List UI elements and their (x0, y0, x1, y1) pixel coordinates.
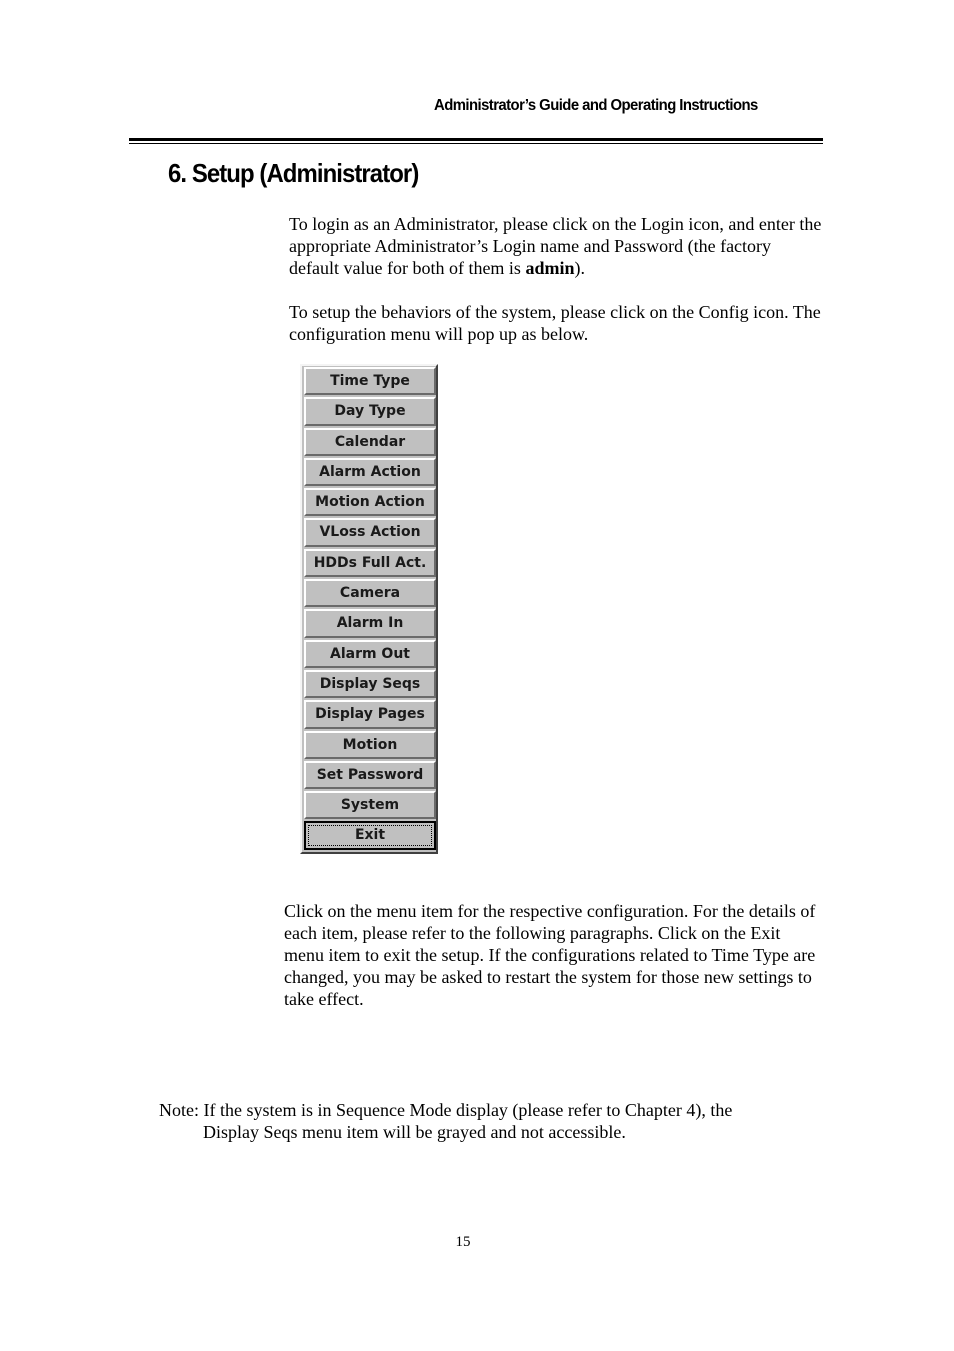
default-credential-value: admin (525, 258, 575, 278)
menu-item-system[interactable]: System (304, 791, 436, 819)
menu-item-exit[interactable]: Exit (304, 821, 436, 849)
menu-item-alarm-out[interactable]: Alarm Out (304, 640, 436, 668)
header-rule-thin (129, 143, 823, 144)
menu-item-motion[interactable]: Motion (304, 731, 436, 759)
login-paragraph (289, 213, 824, 279)
menu-item-calendar[interactable]: Calendar (304, 428, 436, 456)
menu-item-set-password[interactable]: Set Password (304, 761, 436, 789)
menu-item-alarm-action[interactable]: Alarm Action (304, 458, 436, 486)
header-rule-thick (129, 138, 823, 141)
menu-item-day-type[interactable]: Day Type (304, 397, 436, 425)
menu-item-display-seqs[interactable]: Display Seqs (304, 670, 436, 698)
note-line-2: Display Seqs menu item will be grayed and not accessible. (203, 1122, 626, 1142)
page-number: 15 (455, 1234, 471, 1250)
note (159, 1099, 799, 1143)
running-header: Administrator’s Guide and Operating Instructions (434, 97, 758, 114)
login-text-after: ). (574, 258, 585, 278)
menu-item-hdds-full-act[interactable]: HDDs Full Act. (304, 549, 436, 577)
menu-instructions-paragraph: Click on the menu item for the respective configuration. For the details of each item, please refer to the following paragraphs. Click on the Exit menu item to exit the setup. If the configurations related to Time Type are changed, you may be asked to restart the system for those new settings to take effect. (284, 901, 816, 1009)
config-paragraph: To setup the behaviors of the system, please click on the Config icon. The configuration menu will pop up as below. (289, 302, 821, 344)
note-line-1: Note: If the system is in Sequence Mode display (please refer to Chapter 4), the (159, 1100, 733, 1120)
menu-item-alarm-in[interactable]: Alarm In (304, 609, 436, 637)
chapter-title: 6. Setup (Administrator) (168, 158, 419, 188)
menu-item-display-pages[interactable]: Display Pages (304, 700, 436, 728)
menu-item-motion-action[interactable]: Motion Action (304, 488, 436, 516)
menu-item-camera[interactable]: Camera (304, 579, 436, 607)
menu-item-time-type[interactable]: Time Type (304, 367, 436, 395)
login-text-before: To login as an Administrator, please click on the Login icon, and enter the appropriate Administrator’s Login name and Password (the factory default value for both of them is (289, 214, 822, 278)
config-menu (300, 364, 438, 854)
menu-item-vloss-action[interactable]: VLoss Action (304, 518, 436, 546)
